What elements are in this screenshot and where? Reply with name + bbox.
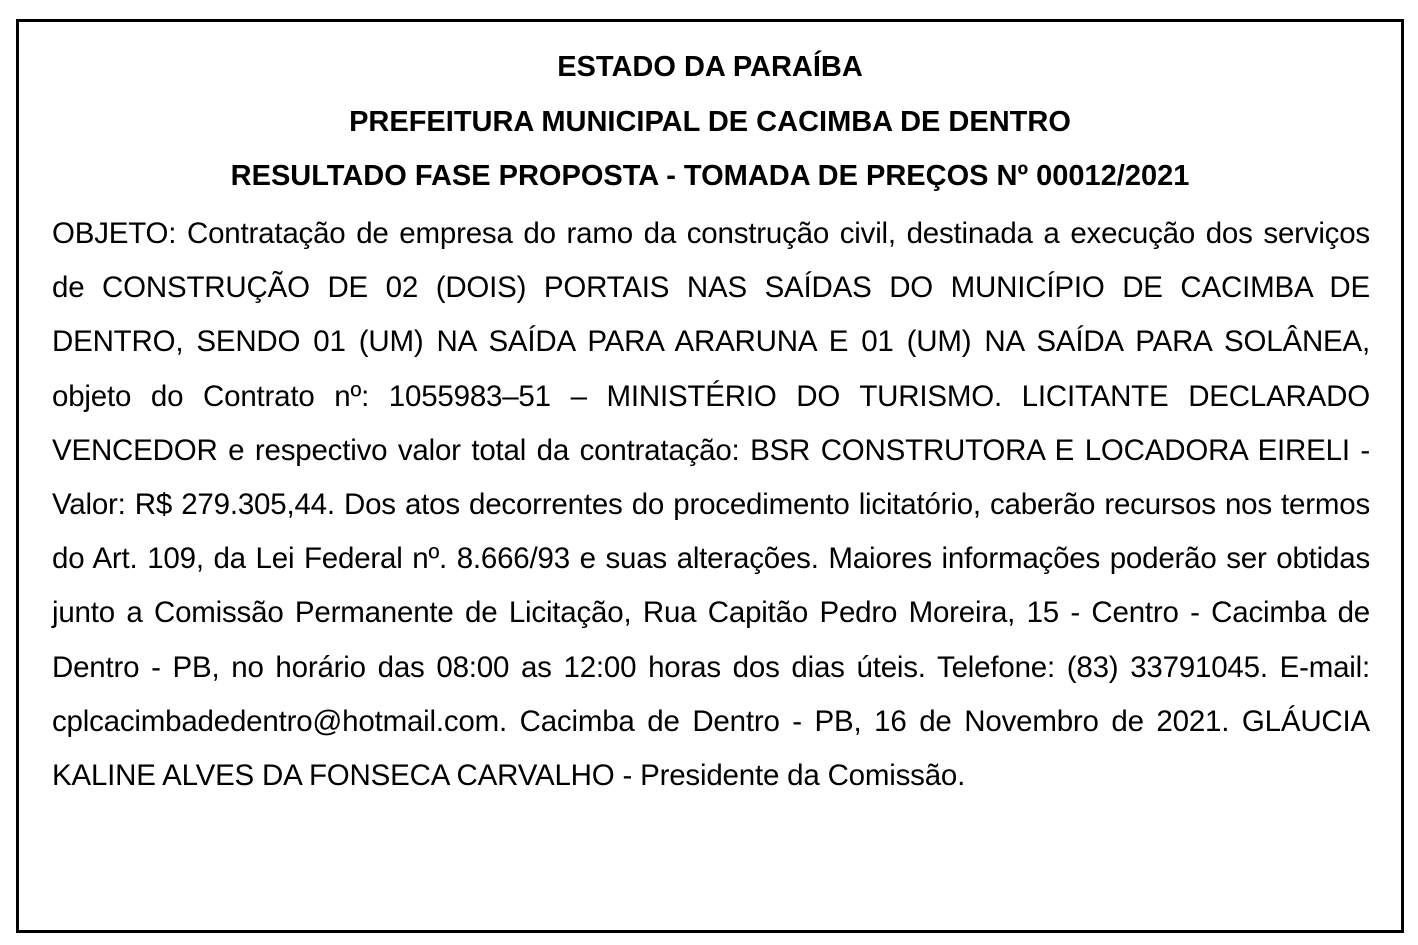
notice-frame: [16, 19, 1404, 933]
state-heading: ESTADO DA PARAÍBA: [557, 51, 863, 83]
notice-title: RESULTADO FASE PROPOSTA - TOMADA DE PREÇOS Nº 00012/2021: [230, 160, 1190, 192]
municipality-heading: PREFEITURA MUNICIPAL DE CACIMBA DE DENTRO: [349, 106, 1071, 138]
notice-body: OBJETO: Contratação de empresa do ramo da construção civil, destinada a execução dos serviços de CONSTRUÇÃO DE 02 (DOIS) PORTAIS NAS SAÍDAS DO MUNICÍPIO DE CACIMBA DE DENTRO, SENDO 01 (UM) NA SAÍDA PARA ARARUNA E 01 (UM) NA SAÍDA PARA SOLÂNEA, objeto do Contrato nº: 1055983–51 – MINISTÉRIO DO TURISMO. LICITANTE DECLARADO VENCEDOR e respectivo valor total da contratação: BSR CONSTRUTORA E LOCADORA EIRELI - Valor: R$ 279.305,44. Dos atos decorrentes do procedimento licitatório, caberão recursos nos termos do Art. 109, da Lei Federal nº. 8.666/93 e suas alterações. Maiores informações poderão ser obtidas junto a Comissão Permanente de Licitação, Rua Capitão Pedro Moreira, 15 - Centro - Cacimba de Dentro - PB, no horário das 08:00 as 12:00 horas dos dias úteis. Telefone: (83) 33791045. E-mail: cplcacimbadedentro@hotmail.com. Cacimba de Dentro - PB, 16 de Novembro de 2021. GLÁUCIA KALINE ALVES DA FONSECA CARVALHO - Presidente da Comissão.: [52, 217, 1370, 793]
